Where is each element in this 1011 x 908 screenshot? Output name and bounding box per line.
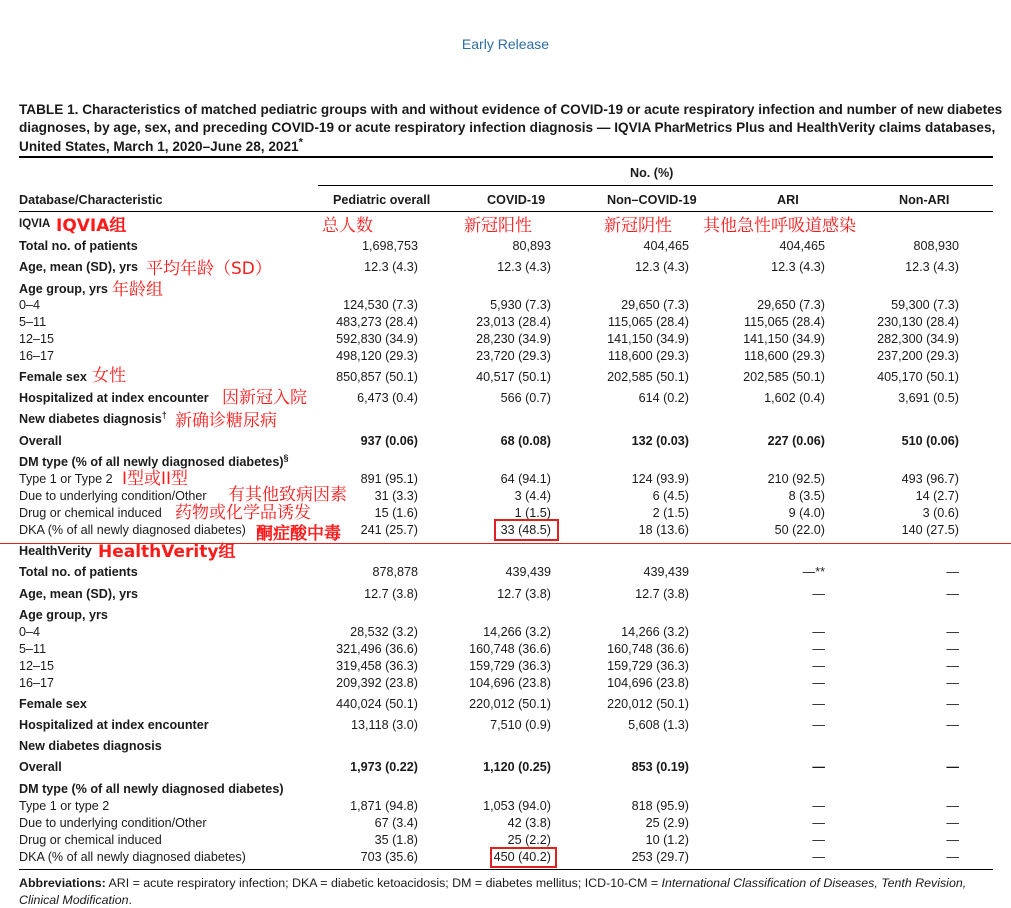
annotation-type12: I型或II型	[122, 469, 189, 489]
annotation-iqvia-group: IQVIA组	[56, 216, 127, 236]
spanner-header: No. (%)	[630, 166, 674, 180]
table-row: Due to underlying condition/Other 31 (3.3) 3 (4.4) 6 (4.5) 8 (3.5) 14 (2.7)	[19, 489, 959, 503]
col-non-covid: Non–COVID-19	[607, 193, 697, 207]
annotation-overall: 总人数	[322, 216, 373, 236]
annotation-female: 女性	[92, 366, 126, 386]
annotation-underlying: 有其他致病因素	[228, 485, 347, 505]
annotation-hv-group: HealthVerity组	[98, 542, 236, 562]
table-row: Age, mean (SD), yrs 12.3 (4.3) 12.3 (4.3) 12.3 (4.3) 12.3 (4.3) 12.3 (4.3)	[19, 260, 959, 274]
table-row: DKA (% of all newly diagnosed diabetes) 703 (35.6) 450 (40.2) 253 (29.7) — —	[19, 850, 959, 864]
highlight-box-hv-dka	[490, 847, 557, 868]
table-row: 0–4 124,530 (7.3) 5,930 (7.3) 29,650 (7.3) 29,650 (7.3) 59,300 (7.3)	[19, 298, 959, 312]
table-row: Age group, yrs	[19, 282, 108, 296]
annotation-dka: 酮症酸中毒	[256, 524, 341, 544]
table-row: Drug or chemical induced 35 (1.8) 25 (2.2) 10 (1.2) — —	[19, 833, 959, 847]
annotation-covid-positive: 新冠阳性	[464, 216, 532, 236]
table-row: Overall 1,973 (0.22) 1,120 (0.25) 853 (0.19) — —	[19, 760, 959, 774]
table-row: Due to underlying condition/Other 67 (3.4) 42 (3.8) 25 (2.9) — —	[19, 816, 959, 830]
bottom-rule	[19, 869, 993, 870]
table-row: DKA (% of all newly diagnosed diabetes) 241 (25.7) 33 (48.5) 18 (13.6) 50 (22.0) 140 (27.5)	[19, 523, 959, 537]
table-title: TABLE 1. Characteristics of matched pediatric groups with and without evidence of COVID-19 or acute respiratory infection and number of new diabetes diagnoses, by age, sex, and preceding COVID-19 or acute respiratory infection diagnosis — IQVIA PharMetrics Plus and HealthVerity claims databases, United States, March 1, 2020–June 28, 2021*	[19, 102, 1003, 154]
section-healthverity: HealthVerity	[19, 544, 92, 558]
table-row: Type 1 or Type 2 891 (95.1) 64 (94.1) 124 (93.9) 210 (92.5) 493 (96.7)	[19, 472, 959, 486]
early-release-label: Early Release	[461, 36, 550, 52]
table-row: 5–11 483,273 (28.4) 23,013 (28.4) 115,065 (28.4) 115,065 (28.4) 230,130 (28.4)	[19, 315, 959, 329]
section-iqvia: IQVIA	[19, 218, 51, 230]
table-row: Type 1 or type 2 1,871 (94.8) 1,053 (94.0) 818 (95.9) — —	[19, 799, 959, 813]
annotation-age-group: 年龄组	[112, 280, 163, 300]
annotation-drug: 药物或化学品诱发	[175, 503, 311, 523]
col-non-ari: Non-ARI	[899, 193, 950, 207]
table-row: 0–4 28,532 (3.2) 14,266 (3.2) 14,266 (3.2) — —	[19, 625, 959, 639]
table-row: DM type (% of all newly diagnosed diabetes)§	[19, 453, 289, 469]
table-row: Overall 937 (0.06) 68 (0.08) 132 (0.03) 227 (0.06) 510 (0.06)	[19, 434, 959, 448]
table-row: Age group, yrs	[19, 608, 108, 622]
table-row: 5–11 321,496 (36.6) 160,748 (36.6) 160,748 (36.6) — —	[19, 642, 959, 656]
table-row: Drug or chemical induced 15 (1.6) 1 (1.5) 2 (1.5) 9 (4.0) 3 (0.6)	[19, 506, 959, 520]
col-ari: ARI	[777, 193, 799, 207]
col-characteristic: Database/Characteristic	[19, 193, 163, 207]
table-row: Age, mean (SD), yrs 12.7 (3.8) 12.7 (3.8) 12.7 (3.8) — —	[19, 587, 959, 601]
annotation-ari: 其他急性呼吸道感染	[703, 216, 856, 236]
top-rule	[19, 156, 993, 158]
spanner-rule	[318, 185, 993, 186]
table-row: 12–15 319,458 (36.3) 159,729 (36.3) 159,729 (36.3) — —	[19, 659, 959, 673]
header-rule	[19, 211, 993, 212]
table-row: Hospitalized at index encounter 13,118 (3.0) 7,510 (0.9) 5,608 (1.3) — —	[19, 718, 959, 732]
table-row: Total no. of patients 1,698,753 80,893 404,465 404,465 808,930	[19, 239, 959, 253]
annotation-covid-negative: 新冠阴性	[604, 216, 672, 236]
table-row: DM type (% of all newly diagnosed diabetes)	[19, 782, 284, 796]
table-row: New diabetes diagnosis†	[19, 410, 167, 426]
table-row: Female sex 440,024 (50.1) 220,012 (50.1) 220,012 (50.1) — —	[19, 697, 959, 711]
table-row: 16–17 498,120 (29.3) 23,720 (29.3) 118,600 (29.3) 118,600 (29.3) 237,200 (29.3)	[19, 349, 959, 363]
highlight-box-iqvia-dka	[494, 519, 559, 541]
annotation-new-diagnosis: 新确诊糖尿病	[175, 411, 277, 431]
table-row: Female sex 850,857 (50.1) 40,517 (50.1) 202,585 (50.1) 202,585 (50.1) 405,170 (50.1)	[19, 370, 959, 384]
table-row: 12–15 592,830 (34.9) 28,230 (34.9) 141,150 (34.9) 141,150 (34.9) 282,300 (34.9)	[19, 332, 959, 346]
col-pediatric-overall: Pediatric overall	[333, 193, 431, 207]
table-row: 16–17 209,392 (23.8) 104,696 (23.8) 104,696 (23.8) — —	[19, 676, 959, 690]
col-covid: COVID-19	[487, 193, 546, 207]
table-row: Hospitalized at index encounter 6,473 (0.4) 566 (0.7) 614 (0.2) 1,602 (0.4) 3,691 (0.5)	[19, 391, 959, 405]
annotation-hospitalized: 因新冠入院	[222, 388, 307, 408]
table-row: Total no. of patients 878,878 439,439 439,439 —** —	[19, 565, 959, 579]
annotation-age-mean: 平均年龄（SD）	[146, 259, 272, 279]
footnote: Abbreviations: ARI = acute respiratory infection; DKA = diabetic ketoacidosis; DM = diabetes mellitus; ICD-10-CM = International Classification of Diseases, Tenth Revision, Clinical Modification.	[19, 876, 967, 907]
table-row: New diabetes diagnosis	[19, 739, 162, 753]
